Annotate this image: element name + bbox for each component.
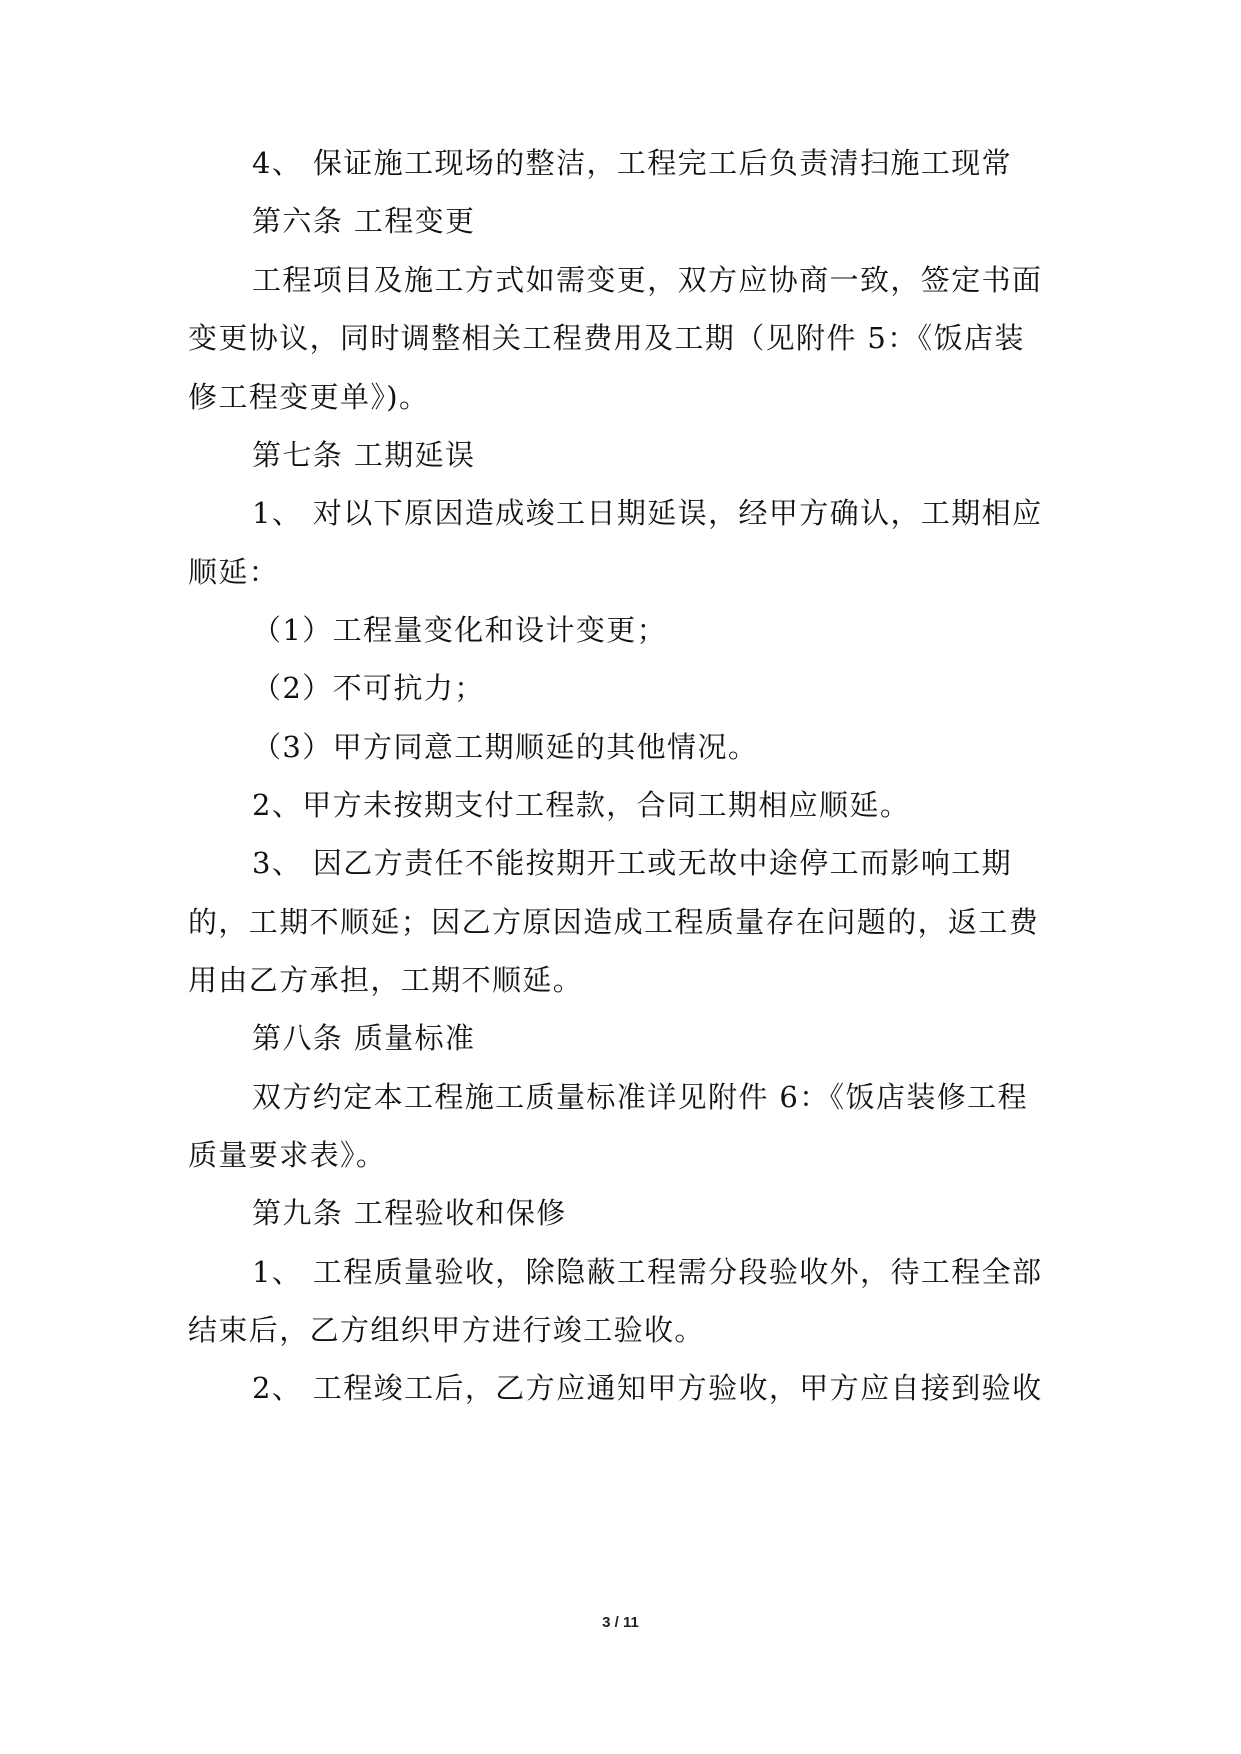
paragraph-line: 2、 工程竣工后，乙方应通知甲方验收，甲方应自接到验收: [252, 1371, 1043, 1405]
paragraph-line: 工程项目及施工方式如需变更，双方应协商一致，签定书面: [252, 263, 1043, 297]
section-heading-article-9: 第九条 工程验收和保修: [252, 1196, 567, 1230]
paragraph-line: 的，工期不顺延；因乙方原因造成工程质量存在问题的，返工费: [188, 905, 1040, 939]
paragraph-line: 1、 工程质量验收，除隐蔽工程需分段验收外，待工程全部: [252, 1255, 1043, 1289]
section-heading-article-6: 第六条 工程变更: [252, 204, 476, 238]
paragraph-line: 顺延：: [188, 555, 280, 589]
paragraph-line: 1、 对以下原因造成竣工日期延误，经甲方确认，工期相应: [252, 496, 1043, 530]
section-heading-article-8: 第八条 质量标准: [252, 1021, 476, 1055]
paragraph-line: 质量要求表》。: [188, 1138, 387, 1172]
paragraph-line: 变更协议，同时调整相关工程费用及工期（见附件 5：《饭店装: [188, 321, 1025, 355]
page-number: 3 / 11: [602, 1614, 639, 1631]
paragraph-line: 结束后，乙方组织甲方进行竣工验收。: [188, 1313, 705, 1347]
paragraph-line: 用由乙方承担，工期不顺延。: [188, 963, 584, 997]
paragraph-line: 修工程变更单》)。: [188, 380, 430, 414]
paragraph-line: 2、甲方未按期支付工程款，合同工期相应顺延。: [252, 788, 911, 822]
paragraph-line: 双方约定本工程施工质量标准详见附件 6：《饭店装修工程: [252, 1080, 1028, 1114]
paragraph-line: 3、 因乙方责任不能按期开工或无故中途停工而影响工期: [252, 846, 1013, 880]
list-item: （1）工程量变化和设计变更；: [252, 613, 668, 647]
text-line-item-4: 4、 保证施工现场的整洁，工程完工后负责清扫施工现常: [252, 146, 1013, 180]
list-item: （3）甲方同意工期顺延的其他情况。: [252, 730, 759, 764]
section-heading-article-7: 第七条 工期延误: [252, 438, 476, 472]
list-item: （2）不可抗力；: [252, 671, 485, 705]
